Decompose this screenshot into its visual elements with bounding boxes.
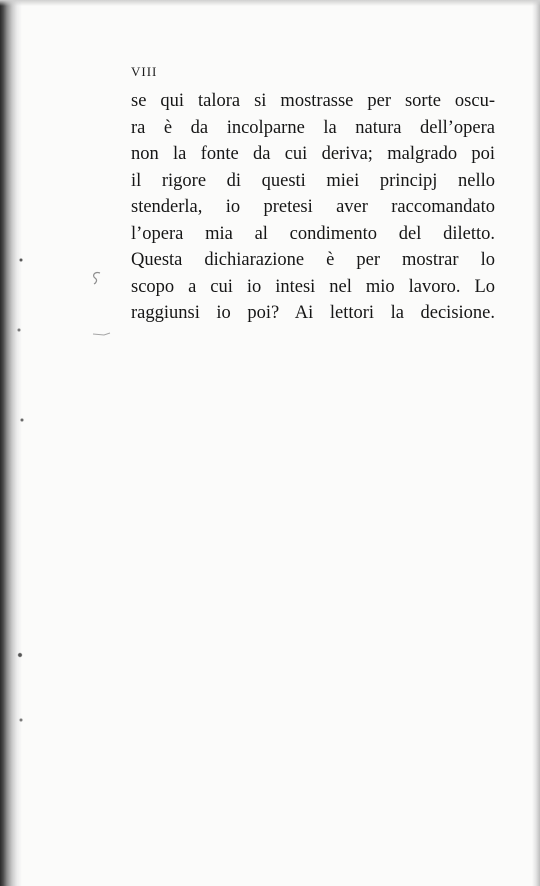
margin-ink-mark bbox=[90, 270, 104, 286]
paper-specks bbox=[16, 0, 26, 886]
body-text bbox=[131, 88, 495, 327]
text-line: l’opera mia al condimento del diletto. bbox=[131, 223, 495, 244]
text-line: stenderla, io pretesi aver raccomandato bbox=[131, 197, 495, 217]
page-number: VIII bbox=[131, 64, 158, 79]
page-top-shadow bbox=[0, 0, 540, 6]
text-line: il rigore di questi miei principj nello bbox=[131, 170, 495, 191]
text-line: scopo a cui io intesi nel mio lavoro. Lo bbox=[131, 276, 495, 297]
page-right-edge bbox=[532, 0, 540, 886]
margin-ink-dash bbox=[92, 330, 112, 338]
text-line: ra è da incolparne la natura dell’opera bbox=[131, 117, 495, 138]
text-line: Questa dichiarazione è per mostrar lo bbox=[131, 250, 495, 270]
text-line: se qui talora si mostrasse per sorte oscu- bbox=[131, 91, 495, 111]
text-line: raggiunsi io poi? Ai lettori la decisione. bbox=[131, 303, 495, 323]
text-line: non la fonte da cui deriva; malgrado poi bbox=[131, 144, 495, 164]
